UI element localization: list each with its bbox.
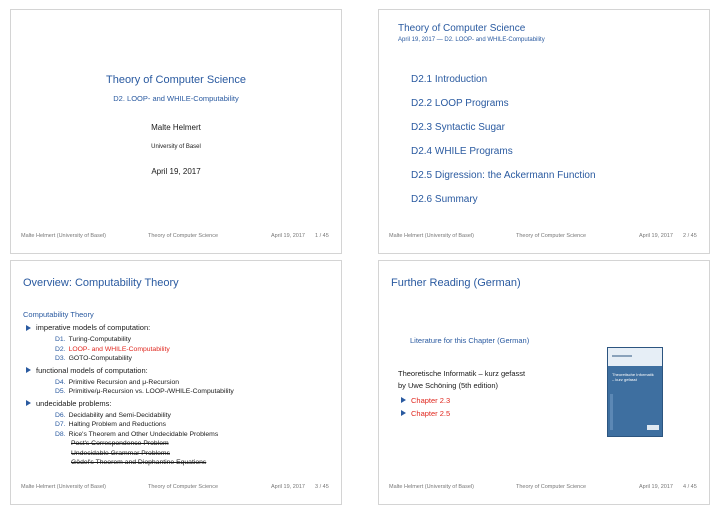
slide-2	[378, 9, 710, 254]
chapter-item	[55, 387, 234, 397]
cover-publisher-logo	[647, 425, 659, 430]
slide-1	[10, 9, 342, 254]
struck-item: Undecidable Grammar Problems	[71, 449, 170, 457]
toc-item[interactable]: D2.4 WHILE Programs	[411, 146, 513, 157]
literature-heading: Literature for this Chapter (German)	[410, 336, 530, 345]
footer	[379, 233, 709, 243]
footer-page: 4 / 45	[683, 484, 697, 490]
footer-date: April 19, 2017	[271, 233, 305, 239]
slide-title: Further Reading (German)	[391, 277, 521, 289]
list-item	[25, 365, 234, 397]
cover-spine-stripe	[610, 394, 613, 430]
toc-item[interactable]: D2.5 Digression: the Ackermann Function	[411, 170, 596, 181]
slide-subtitle: D2. LOOP- and WHILE-Computability	[113, 94, 239, 103]
author: Malte Helmert	[151, 123, 201, 132]
footer	[11, 233, 341, 243]
institution: University of Basel	[151, 144, 201, 150]
toc-item[interactable]: D2.3 Syntactic Sugar	[411, 122, 505, 133]
footer-course: Theory of Computer Science	[516, 233, 587, 239]
chapter-number: D3.	[55, 355, 66, 362]
date: April 19, 2017	[151, 167, 201, 176]
footer-author: Malte Helmert (University of Basel)	[21, 484, 106, 490]
slide-title: Theory of Computer Science	[105, 74, 246, 86]
header-subtitle: April 19, 2017 — D2. LOOP- and WHILE-Computability	[398, 37, 545, 43]
chapter-item	[55, 335, 234, 345]
struck-item: Gödel's Theorem and Diophantine Equations	[71, 459, 207, 466]
struck-item: Post's Correspondence Problem	[71, 440, 169, 447]
footer	[379, 484, 709, 494]
footer-author: Malte Helmert (University of Basel)	[21, 233, 106, 239]
book-cover-image	[607, 347, 663, 437]
chapter-item-current	[55, 345, 234, 355]
chapter-title: LOOP- and WHILE-Computability	[68, 345, 170, 353]
cover-title	[612, 372, 654, 382]
footer-author: Malte Helmert (University of Basel)	[389, 233, 474, 239]
chapter-title: Turing-Computability	[68, 336, 132, 343]
cover-title-line: – kurz gefasst	[612, 377, 637, 382]
chapter-item	[55, 378, 234, 388]
chapter-item	[55, 430, 234, 440]
chapter-reference: Chapter 2.3	[400, 394, 450, 407]
toc-item[interactable]: D2.6 Summary	[411, 194, 478, 205]
chapter-title: Primitive Recursion and μ-Recursion	[68, 378, 180, 386]
table-of-contents	[411, 68, 596, 212]
chapter-item	[55, 411, 234, 421]
overview-list	[25, 322, 234, 469]
chapter-title: Halting Problem and Reductions	[68, 421, 167, 428]
footer-course: Theory of Computer Science	[148, 484, 219, 490]
slide-3	[10, 260, 342, 505]
toc-item[interactable]: D2.2 LOOP Programs	[411, 98, 509, 109]
footer-page: 1 / 45	[315, 233, 329, 239]
slide-4	[378, 260, 710, 505]
footer-date: April 19, 2017	[271, 484, 305, 490]
chapter-list	[400, 394, 450, 420]
list-item	[25, 398, 234, 468]
chapter-item	[55, 420, 234, 430]
chapter-number: D5.	[55, 388, 66, 395]
section-heading: Computability Theory	[23, 310, 94, 319]
slide-title: Overview: Computability Theory	[23, 277, 179, 289]
cover-title-line: Theoretische Informatik	[612, 372, 654, 377]
chapter-title: GOTO-Computability	[68, 355, 132, 362]
chapter-number: D4.	[55, 378, 66, 386]
chapter-number: D8.	[55, 430, 66, 438]
footer-page: 2 / 45	[683, 233, 697, 239]
chapter-item	[55, 354, 234, 364]
chapter-number: D6.	[55, 411, 66, 419]
bullet-text: undecidable problems:	[36, 398, 112, 408]
footer-author: Malte Helmert (University of Basel)	[389, 484, 474, 490]
chapter-title: Rice's Theorem and Other Undecidable Problems	[68, 430, 219, 438]
bullet-text: imperative models of computation:	[36, 323, 151, 332]
footer-date: April 19, 2017	[639, 484, 673, 490]
cover-top-band	[608, 348, 662, 366]
book-title: Theoretische Informatik – kurz gefasst	[398, 369, 526, 378]
book-author: by Uwe Schöning (5th edition)	[398, 381, 499, 390]
footer	[11, 484, 341, 494]
chapter-title: Decidability and Semi-Decidability	[68, 411, 171, 419]
chapter-number: D2.	[55, 345, 66, 353]
footer-course: Theory of Computer Science	[516, 484, 587, 490]
toc-item[interactable]: D2.1 Introduction	[411, 74, 488, 85]
chapter-number: D1.	[55, 336, 66, 343]
chapter-reference: Chapter 2.5	[400, 407, 450, 420]
bullet-text: functional models of computation:	[36, 365, 148, 375]
chapter-number: D7.	[55, 421, 66, 428]
cover-author-line	[612, 355, 632, 357]
list-item	[25, 322, 234, 364]
header-title: Theory of Computer Science	[398, 23, 526, 34]
footer-course: Theory of Computer Science	[148, 233, 219, 239]
footer-date: April 19, 2017	[639, 233, 673, 239]
chapter-title: Primitive/μ-Recursion vs. LOOP-/WHILE-Computability	[68, 388, 234, 395]
footer-page: 3 / 45	[315, 484, 329, 490]
